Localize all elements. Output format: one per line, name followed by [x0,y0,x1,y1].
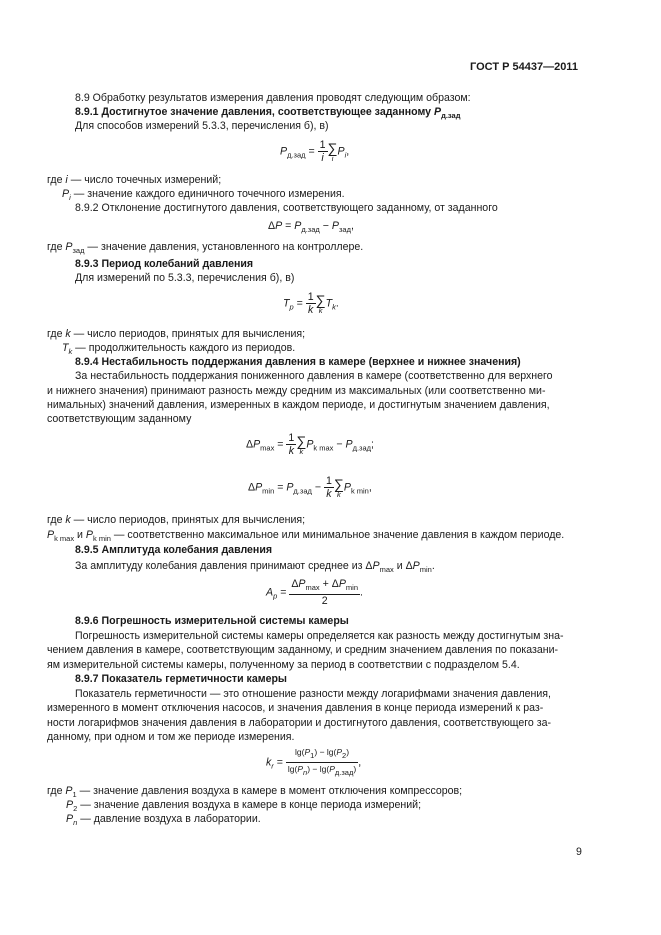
var: P [331,220,339,232]
def: — число периодов, принятых для вычисления; [70,328,306,340]
fraction [286,746,358,779]
where-word: где [47,174,66,186]
delta: Δ [291,578,299,590]
sub: p [273,591,278,601]
var: P [275,220,283,232]
section-8-9-4-p4: соответствующим заданному [47,413,192,425]
minus: − [314,481,322,494]
var: A [266,586,274,599]
sub: д.зад [293,486,312,496]
frac-num [286,746,358,763]
sigma: ∑ [333,475,344,492]
where-word: где [47,328,66,340]
frac-den: k [308,304,314,316]
sub: д.зад [334,768,354,777]
var: P [65,785,73,797]
sub: д.зад [352,443,372,453]
delta: Δ [365,560,373,572]
delta: Δ [246,438,254,451]
text: За амплитуду колебания давления принимают среднее из [75,560,366,572]
sub: 1 [72,790,77,799]
def: — значение давления воздуха в камере в конце периода измерений; [77,799,422,811]
minus: − [336,438,343,451]
sub: 2 [342,751,347,760]
var: P [294,220,302,232]
var: P [62,188,70,200]
fraction [306,291,316,316]
sub: max [379,565,394,574]
sub: зад [72,246,85,255]
paren: ) [307,764,311,774]
var: P [372,560,380,572]
section-8-9-3-intro: Для измерений по 5.3.3, перечисления б), в) [75,272,295,284]
paren: ( [333,747,337,757]
fraction [324,475,334,500]
page-number: 9 [576,846,582,858]
formula-p-dzad [280,139,349,164]
eq: = [276,756,283,769]
var: k [65,328,71,340]
sub: k max [54,534,75,543]
section-8-9-7-p1: Показатель герметичности — это отношение разности между логарифмами значения давления, [75,688,551,700]
def: — продолжительность каждого из периодов. [72,342,296,354]
lg: lg [326,747,334,757]
where-i [47,173,221,187]
var: P [47,529,55,541]
sub: д.зад [301,225,320,234]
def: — значение каждого единичного точечного измерения. [70,188,345,200]
section-8-9-5-title: 8.9.5 Амплитуда колебания давления [75,544,273,556]
section-8-9-3-title: 8.9.3 Период колебаний давления [75,258,254,270]
formula-dpmax [246,432,374,457]
sub: k [68,347,73,356]
formula-dpmin [248,475,372,500]
def: — значение давления воздуха в камере в момент отключения компрессоров; [76,785,463,797]
paren: ( [301,747,305,757]
sum-limit: k [299,446,304,456]
punct: , [350,220,354,232]
section-8-9-6-p1: Погрешность измерительной системы камеры определяется как разность между достигнутым зна- [75,630,564,642]
sigma: ∑ [315,291,326,308]
formula-sub: i [344,150,347,160]
section-8-9-5-text [75,559,435,577]
var: k [266,756,272,769]
sum-limit: k [318,305,323,315]
where-k-2 [47,513,305,527]
formula-var: P [280,145,288,158]
var: P [297,764,304,774]
where-pzad [47,240,363,258]
section-8-9-4-p1: За нестабильность поддержания пониженного давления в камере (соответственно для верхнего [75,370,553,382]
minus: − [322,220,329,232]
var: T [325,297,333,310]
def: — давление воздуха в лаборатории. [77,813,261,825]
where-pn [66,812,261,830]
punct: ; [371,438,374,451]
var: P [66,813,74,825]
lg: lg [319,764,327,774]
var: i [65,174,68,186]
formula-ap [266,578,363,607]
section-8-9-7-title: 8.9.7 Показатель герметичности камеры [75,673,287,685]
section-8-9-4-p3: нимальных) значений давления, измеренных в каждом периоде, и достигнутым значением давления, [47,399,550,411]
formula-sub: д.зад [287,150,306,160]
sub: k min [92,534,111,543]
minus: − [319,747,325,757]
section-8-9-6-title: 8.9.6 Погрешность измерительной системы камеры [75,615,349,627]
where-word: где [47,785,66,797]
sum-limit: i [331,153,334,163]
var: P [343,481,351,494]
var: P [85,529,93,541]
def: — соответственно максимальное или минимальное значение давления в каждом периоде. [110,529,565,541]
p-symbol: P [433,106,442,118]
section-8-9-text: 8.9 Обработку результатов измерения давления проводят следующим образом: [75,92,471,104]
sub: 2 [73,804,78,813]
p-subscript: д.зад [441,111,461,120]
lg: lg [295,747,302,757]
frac-den [286,763,358,779]
formula-var: P [337,145,345,158]
sub: 1 [310,751,315,760]
var: k [65,514,71,526]
sigma: ∑ [327,139,338,156]
lg: lg [287,764,295,774]
section-8-9-7-p4: данному, при одном и том же периоде измерения. [47,731,295,743]
sum [334,477,344,499]
section-8-9-1-intro: Для способов измерений 5.3.3, перечисления б), в) [75,120,329,132]
frac-den: 2 [321,595,328,607]
frac-num: 1 [288,432,295,444]
conj: и [74,529,86,541]
punct: , [358,756,362,769]
delta: Δ [405,560,413,572]
delta: Δ [268,220,276,232]
formula-eq: = [308,145,315,158]
section-8-9-6-p2: чением давления в камере, соответствующим заданному, и средним значением давления по показани- [47,644,559,656]
paren: ) [314,747,318,757]
var: T [283,297,290,310]
var: P [304,747,311,757]
sum [296,434,306,456]
section-8-9-6-p3: ям измерительной системы камеры, полученному за период в соответствии с подразделом 5.4. [47,659,520,671]
formula-tp [283,291,339,316]
section-8-9-4-p2: и нижнего значения) принимают разность между средним из максимальных (или соответственно ми- [47,385,546,397]
sum-limit: k [336,489,341,499]
var: P [253,438,261,451]
sub: p [289,302,294,312]
def: — число периодов, принятых для вычисления; [70,514,306,526]
sub: k [332,302,336,312]
punct: , [368,481,372,494]
sub: max [260,443,275,453]
sub: зад [338,225,351,234]
sum [316,293,326,315]
paren: ( [294,764,298,774]
var: P [255,481,263,494]
formula-fraction [318,139,328,164]
section-8-9-7-p3: ности логарифмов значения давления в лаборатории и достигнутого давления, соответствующего за- [47,717,552,729]
def: — значение давления, установленного на контроллере. [84,241,364,253]
var: P [298,578,306,590]
fraction [289,578,360,607]
sub: min [262,486,275,496]
var: P [336,747,343,757]
formula-sum [328,141,338,163]
punct: . [335,297,339,310]
paren: ( [326,764,330,774]
plus: + [322,578,329,590]
frac-num [289,578,360,595]
frac-den: k [326,488,332,500]
delta: Δ [331,578,339,590]
var: P [65,241,73,253]
var: P [286,481,294,494]
formula-kr [266,746,361,779]
sub: n [303,768,308,777]
sub: k max [313,443,334,453]
fraction [286,432,296,457]
sub: i [69,193,71,202]
var: P [66,799,74,811]
formula-punct: , [346,145,350,158]
where-word: где [47,241,66,253]
sub: max [305,583,320,592]
section-8-9-2-text: 8.9.2 Отклонение достигнутого давления, соответствующего заданному, от заданного [75,202,498,214]
frac-den: i [321,152,324,164]
eq: = [285,220,292,232]
standard-header: ГОСТ Р 54437—2011 [470,61,578,73]
frac-den: k [288,445,295,457]
def: — число точечных измерений; [67,174,222,186]
var: P [329,764,335,774]
sub: r [271,761,274,771]
sub: k min [350,486,369,496]
where-word: где [47,514,66,526]
where-k-1 [47,327,305,341]
eq: = [296,297,303,310]
paren: ) [346,747,350,757]
formula-delta-p [268,220,354,234]
section-8-9-7-p2: измеренного в момент отключения насосов, и значения давления в конце периода измерений к раз- [47,702,544,714]
minus: − [312,764,318,774]
sigma: ∑ [296,432,307,449]
frac-num: 1 [307,291,314,303]
punct: . [431,560,435,572]
sub: min [419,565,432,574]
eq: = [280,586,287,599]
eq: = [277,438,284,451]
conj: и [393,560,406,572]
section-8-9-4-title: 8.9.4 Нестабильность поддержания давления в камере (верхнее и нижнее значения) [75,356,521,368]
punct: . [360,586,363,599]
var: T [62,342,69,354]
sub: min [345,583,359,592]
delta: Δ [248,481,256,494]
var: P [338,578,346,590]
var: P [412,560,420,572]
var: P [306,438,314,451]
frac-num: 1 [325,475,332,487]
eq: = [277,481,284,494]
section-8-9-1-title-text: 8.9.1 Достигнутое значение давления, соответствующее заданному [75,106,434,118]
paren: ) [353,764,357,774]
sub: n [73,818,78,827]
frac-num: 1 [319,139,326,151]
var: P [345,438,353,451]
